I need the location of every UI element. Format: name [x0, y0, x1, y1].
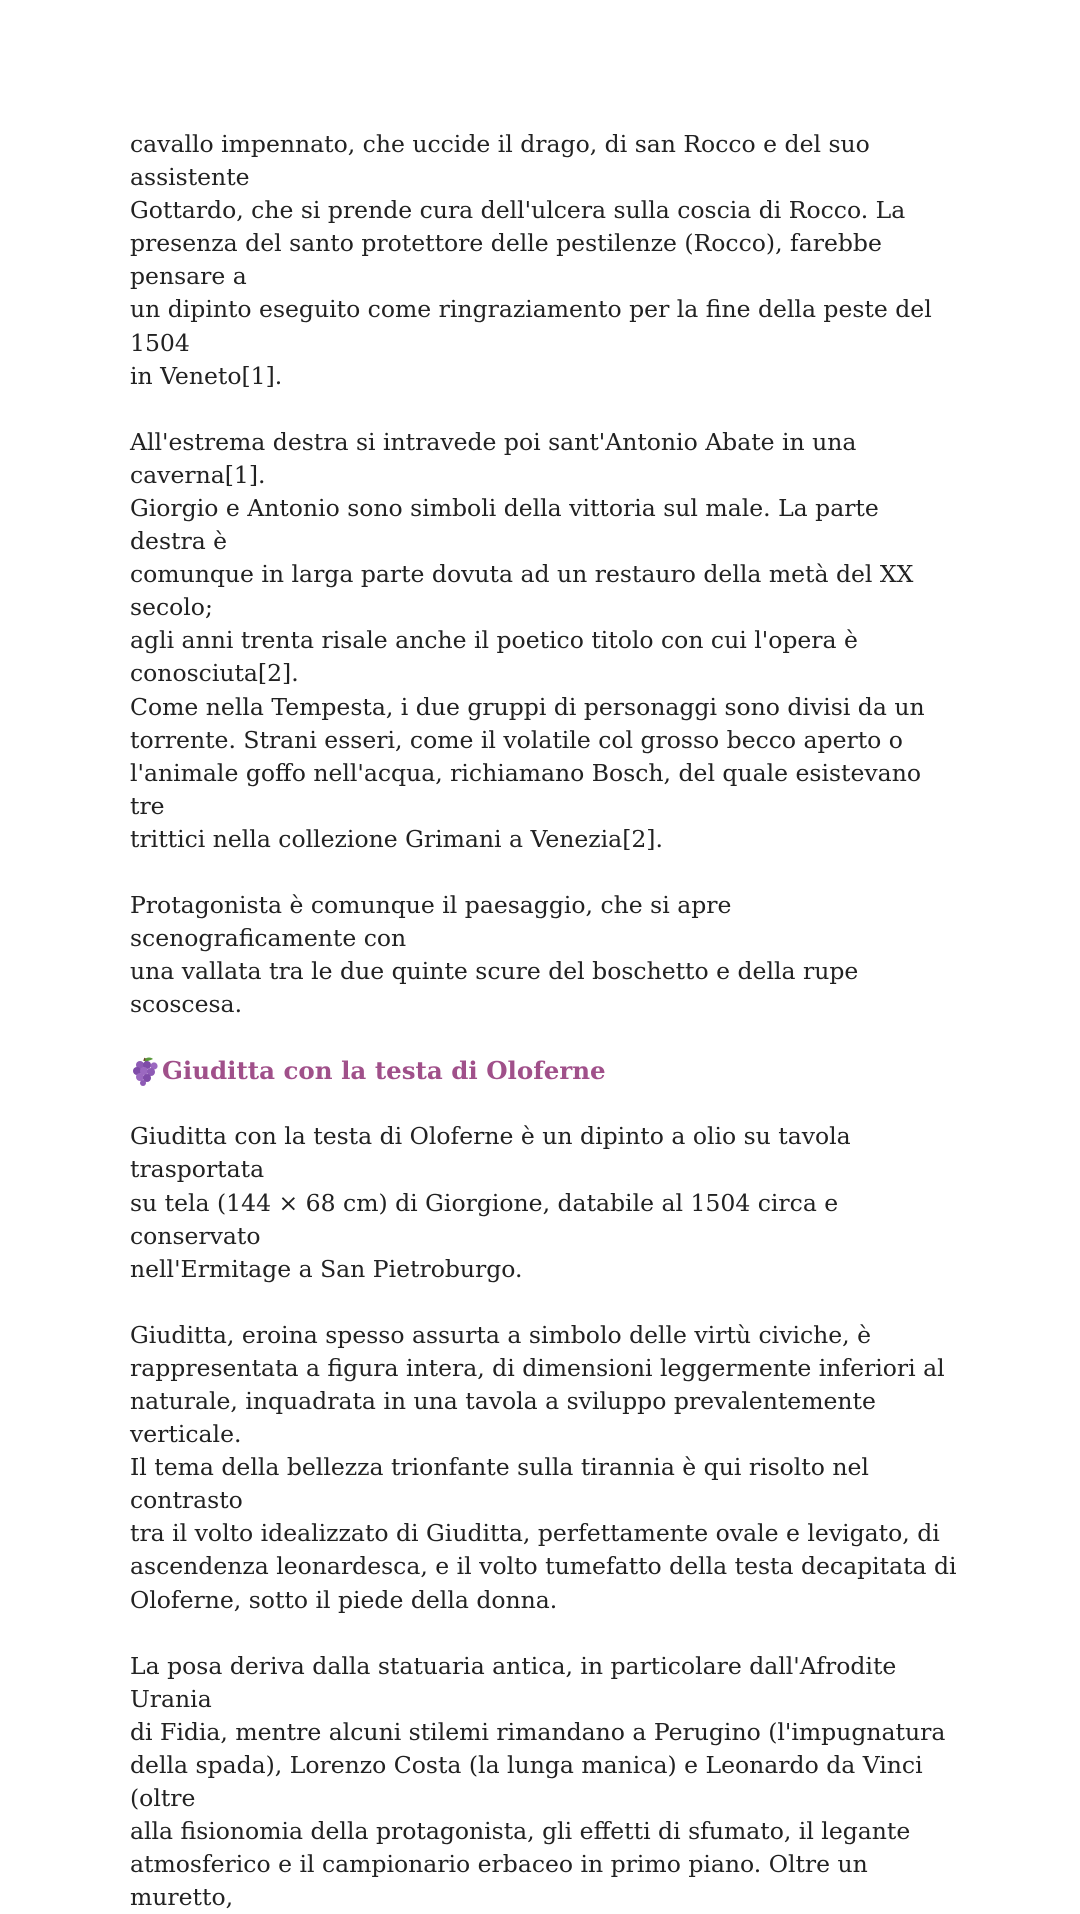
- section-title: Giuditta con la testa di Oloferne: [162, 1056, 606, 1086]
- paragraph-antonio-abate: All'estrema destra si intravede poi sant'Antonio Abate in una caverna[1]. Giorgio e Antonio sono simboli della vittoria sul male. La parte destra è comunque in larga parte dovuta ad un restauro della metà del XX secolo; agli anni trenta risale anche il poetico titolo con cui l'opera è conosciuta[2].: [130, 427, 914, 688]
- paragraph-giuditta-eroina: Giuditta, eroina spesso assurta a simbolo delle virtù civiche, è rappresentata a figura intera, di dimensioni leggermente inferiori al naturale, inquadrata in una tavola a sviluppo prevalentemente verticale. Il tema della bellezza trionfante sulla tirannia è qui risolto nel contrasto tra il volto idealizzato di Giuditta, perfettamente ovale e levigato, di ascendenza leonardesca, e il volto tumefatto della testa decapitata di Oloferne, sotto il piede della donna.: [130, 1320, 957, 1614]
- paragraph-gap: [130, 856, 960, 889]
- paragraph-tempesta: Come nella Tempesta, i due gruppi di personaggi sono divisi da un torrente. Strani esseri, come il volatile col grosso becco aperto o l'animale goffo nell'acqua, richiamano Bosch, del quale esistevano tre trittici nella collezione Grimani a Venezia[2].: [130, 692, 925, 853]
- paragraph-gap: [130, 1617, 960, 1650]
- document-page: [130, 128, 960, 1914]
- paragraph-gap: [130, 1021, 960, 1054]
- paragraph-gap: [130, 393, 960, 426]
- paragraph-gap: [130, 1087, 960, 1120]
- paragraph-giuditta-intro: Giuditta con la testa di Oloferne è un dipinto a olio su tavola trasportata su tela (144 × 68 cm) di Giorgione, databile al 1504 circa e conservato nell'Ermitage a San Pietroburgo.: [130, 1122, 851, 1283]
- paragraph-san-rocco: cavallo impennato, che uccide il drago, di san Rocco e del suo assistente Gottardo, che si prende cura dell'ulcera sulla coscia di Rocco. La presenza del santo protettore delle pestilenze (Rocco), farebbe pensare a un dipinto eseguito come ringraziamento per la fine della peste del 1504 in Veneto[1].: [130, 130, 932, 390]
- paragraph-gap: [130, 1286, 960, 1319]
- grapes-icon: [130, 1056, 160, 1086]
- section-heading: [130, 1054, 960, 1087]
- paragraph-paesaggio: Protagonista è comunque il paesaggio, che si apre scenograficamente con una vallata tra le due quinte scure del boschetto e della rupe scoscesa.: [130, 890, 859, 1019]
- paragraph-posa: La posa deriva dalla statuaria antica, in particolare dall'Afrodite Urania di Fidia, mentre alcuni stilemi rimandano a Perugino (l'impugnatura della spada), Lorenzo Costa (la lunga manica) e Leonardo da Vinci (oltre alla fisionomia della protagonista, gli effetti di sfumato, il legante atmosferico e il campionario erbaceo in primo piano. Oltre un muretto,: [130, 1651, 946, 1912]
